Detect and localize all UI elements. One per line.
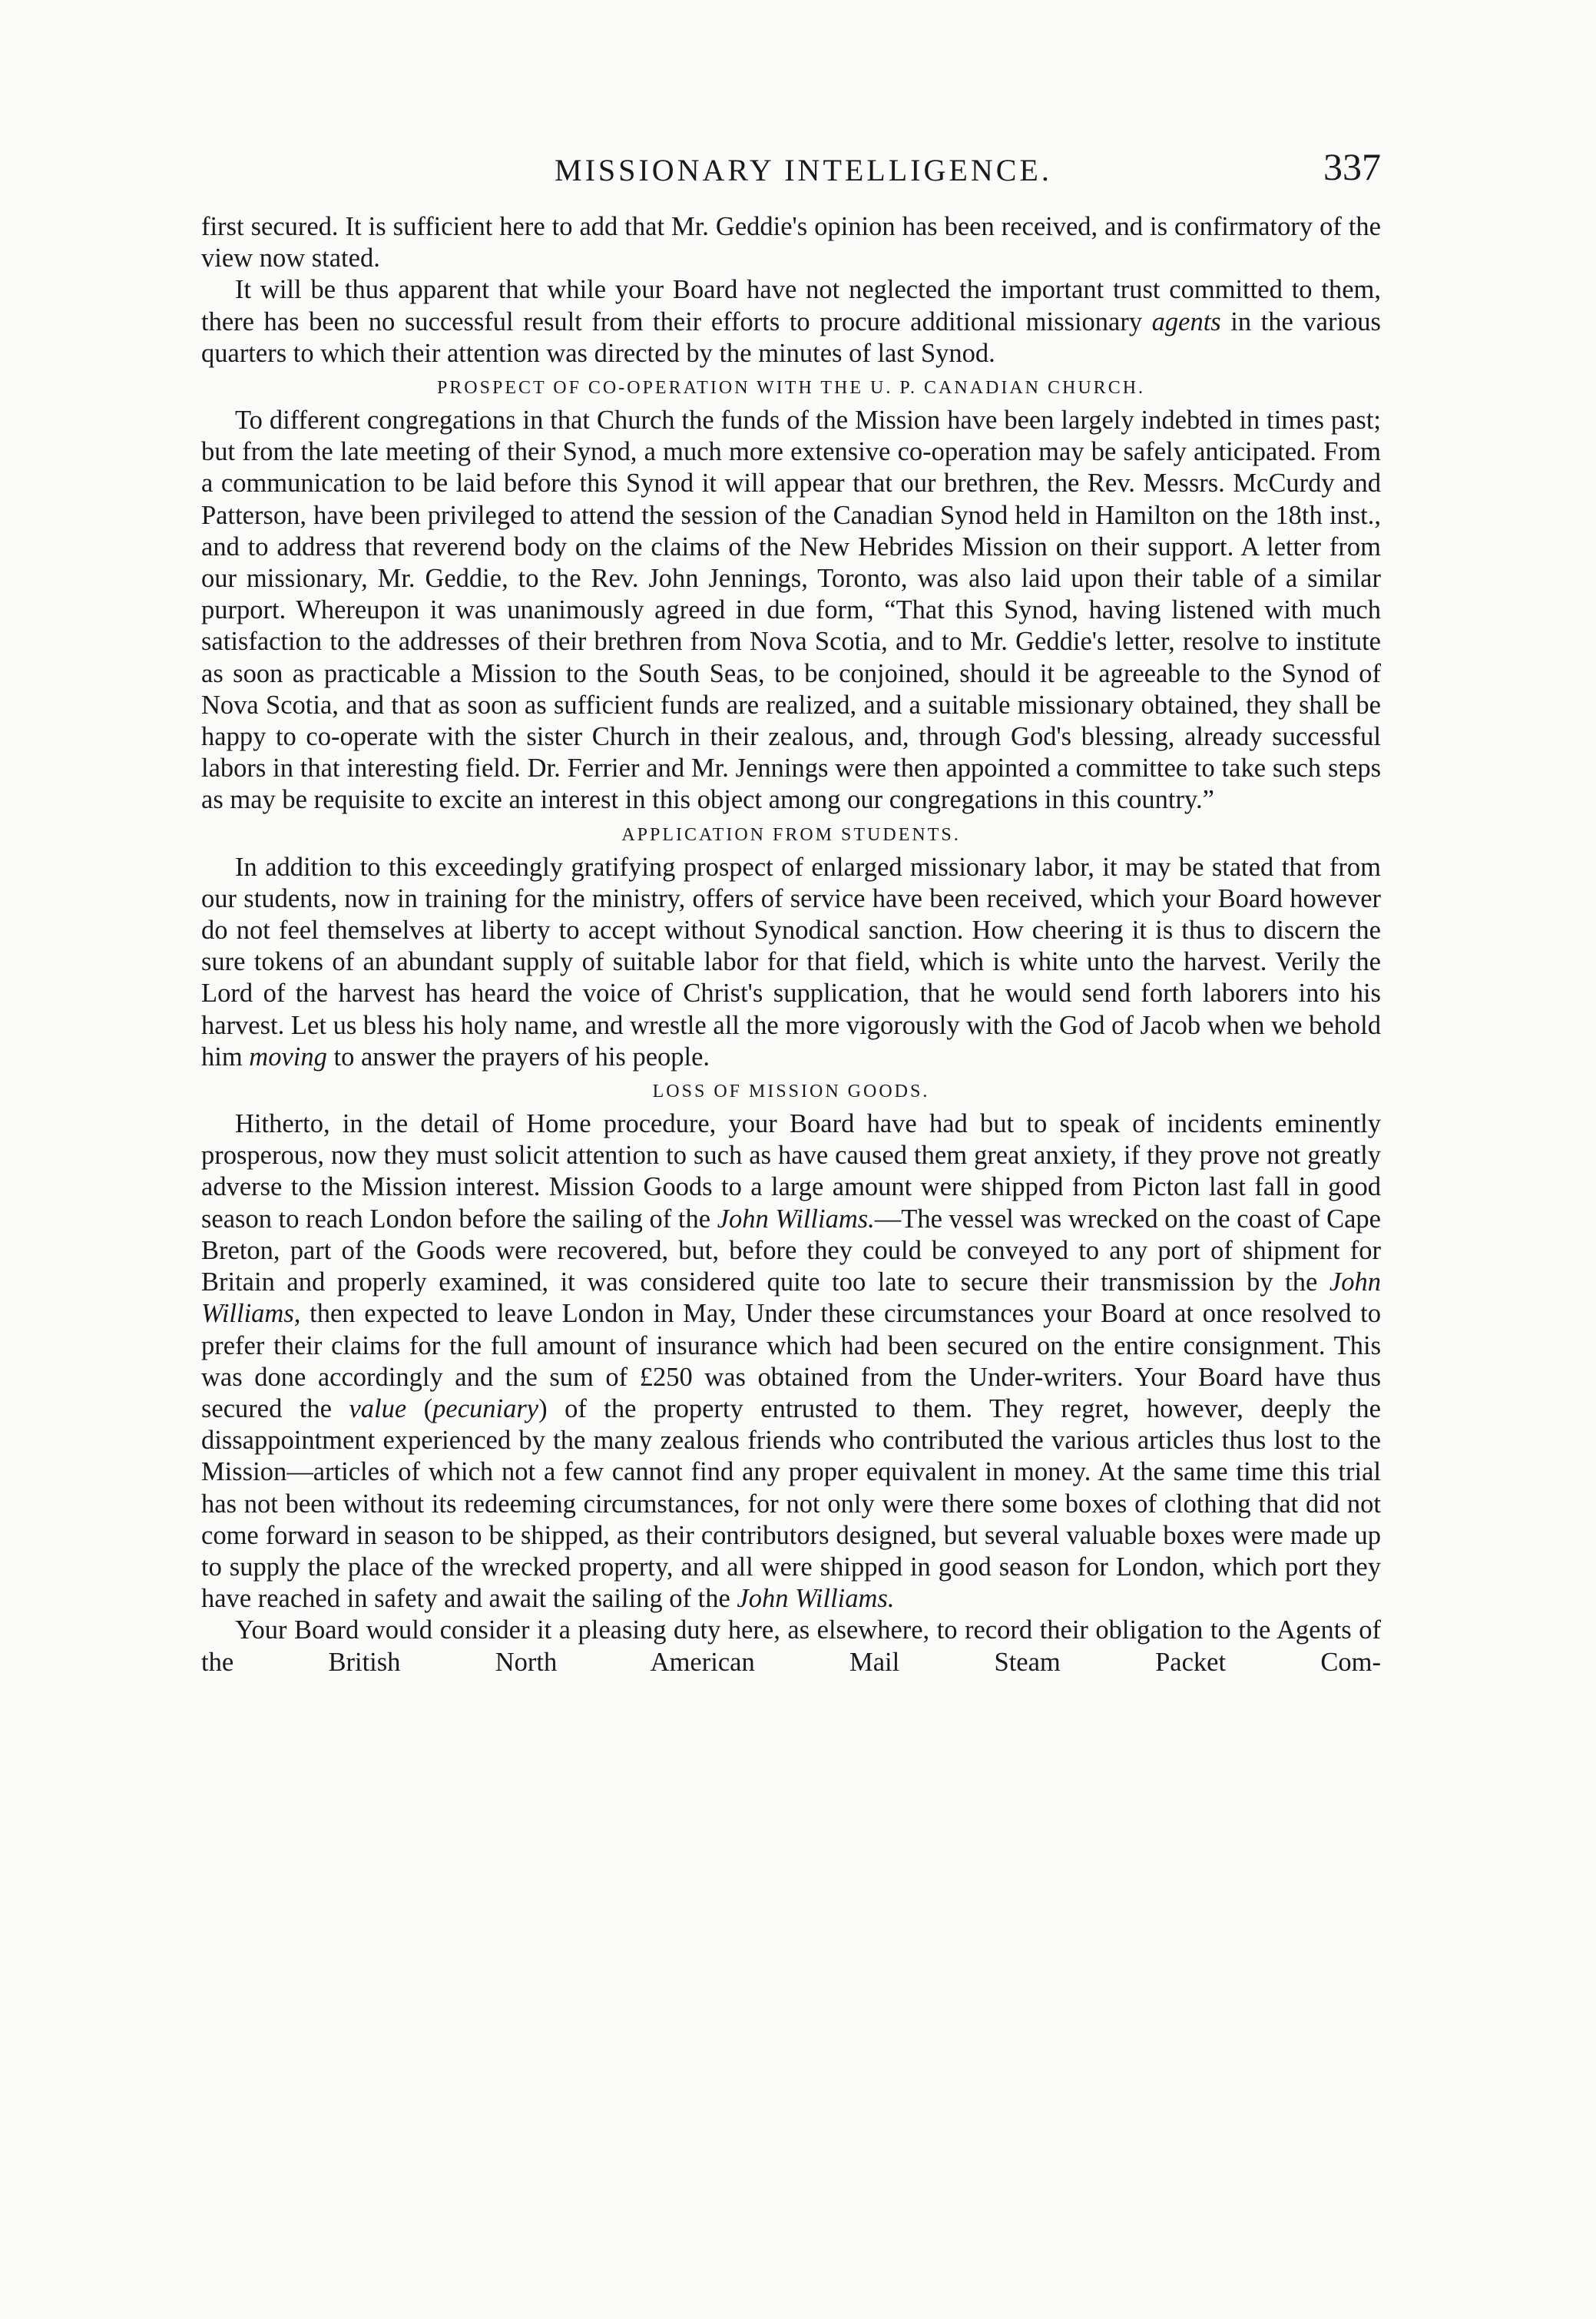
paragraph-text: Hitherto, in the detail of Home procedure, your Board have had but to speak of incidents eminently prosperous, now they must solicit attention to such as have caused them great anxiety, if they prove not greatly adverse to the Mission interest. Mission Goods to a large amount were shipped from Picton last fall in good season to reach London before the sailing of the — [201, 1109, 1381, 1234]
paragraph-text: It will be thus apparent that while your Board have not neglected the important trust committed to them, there has been no successful result from their efforts to procure additional missionary — [201, 275, 1381, 336]
emphasis-text: moving — [249, 1042, 327, 1072]
paragraph — [201, 1108, 1381, 1615]
emphasis-text: pecuniary — [432, 1393, 539, 1423]
article-body — [201, 211, 1381, 1678]
paragraph-text: —The vessel was wrecked on the coast of Cape Breton, part of the Goods were recovered, but, before they could be conveyed to any port of shipment for Britain and properly examined, it was considered quite too late to secure their transmission by the — [201, 1204, 1381, 1297]
emphasis-text: John Williams, — [201, 1267, 1381, 1329]
emphasis-text: John Williams. — [737, 1584, 895, 1614]
paragraph-text: To different congregations in that Church the funds of the Mission have been largely indebted in times past; but from the late meeting of their Synod, a much more extensive co-operation may be safely anticipated. From a communication to be laid before this Synod it will appear that our brethren, the Rev. Messrs. McCurdy and Patterson, have been privileged to attend the session of the Canadian Synod held in Hamilton on the 18th inst., and to address that reverend body on the claims of the New Hebrides Mission on their support. A letter from our missionary, Mr. Geddie, to the Rev. John Jennings, Toronto, was also laid upon their table of a similar purport. Whereupon it was unanimously agreed in due form, “That this Synod, having listened with much satisfaction to the addresses of their brethren from Nova Scotia, and to Mr. Geddie's letter, resolve to institute as soon as practicable a Mission to the South Seas, to be conjoined, should it be agreeable to the Synod of Nova Scotia, and that as soon as sufficient funds are realized, and a suitable missionary obtained, they shall be happy to co-operate with the sister Church in their zealous, and, through God's blessing, already successful labors in that interesting field. Dr. Ferrier and Mr. Jennings were then appointed a committee to take such steps as may be requisite to excite an interest in this object among our congregations in this country.” — [201, 406, 1381, 815]
paragraph — [201, 274, 1381, 369]
paragraph-text: In addition to this exceedingly gratifying prospect of enlarged missionary labor, it may be stated that from our students, now in training for the ministry, offers of service have been received, which your Board however do not feel themselves at liberty to accept without Synodical sanction. How cheering it is thus to discern the sure tokens of an abundant supply of suitable labor for that field, which is white unto the harvest. Verily the Lord of the harvest has heard the voice of Christ's supplication, that he would send forth laborers into his harvest. Let us bless his holy name, and wrestle all the more vigorously with the God of Jacob when we behold him — [201, 852, 1381, 1072]
paragraph-text: ) of the property entrusted to them. They regret, however, deeply the dissappointment experienced by the many zealous friends who contributed the various articles thus lost to the Mission—articles of which not a few cannot find any proper equivalent in money. At the same time this trial has not been without its redeeming circumstances, for not only were there some boxes of clothing that did not come forward in season to be shipped, as their contributors designed, but several valuable boxes were made up to supply the place of the wrecked property, and all were shipped in good season for London, which port they have reached in safety and await the sailing of the — [201, 1393, 1381, 1614]
emphasis-text: value — [349, 1393, 407, 1423]
paragraph — [201, 211, 1381, 274]
running-title: MISSIONARY INTELLIGENCE. — [555, 153, 1052, 187]
paragraph — [201, 405, 1381, 817]
section-heading: PROSPECT OF CO-OPERATION WITH THE U. P. CANADIAN CHURCH. — [436, 378, 1146, 399]
section-heading: LOSS OF MISSION GOODS. — [652, 1082, 930, 1102]
paragraph — [201, 852, 1381, 1073]
paragraph-text: first secured. It is sufficient here to add that Mr. Geddie's opinion has been received, and is confirmatory of the view now stated. — [201, 212, 1381, 273]
paragraph-text: in the various quarters to which their attention was directed by the minutes of last Synod. — [201, 306, 1381, 368]
paragraph-text: to answer the prayers of his people. — [326, 1042, 710, 1072]
paragraph-text: ( — [406, 1393, 433, 1423]
emphasis-text: agents — [1151, 306, 1221, 336]
paragraph — [201, 1615, 1381, 1678]
section-heading: APPLICATION FROM STUDENTS. — [621, 824, 961, 845]
page-number: 337 — [1323, 145, 1381, 188]
page-header — [201, 146, 1381, 200]
paragraph-text: Your Board would consider it a pleasing duty here, as elsewhere, to record their obligation to the Agents of the British North American Mail Steam Packet Com- — [201, 1615, 1381, 1677]
paragraph-text: then expected to leave London in May, Under these circumstances your Board at once resolved to prefer their claims for the full amount of insurance which had been secured on the entire consignment. This was done accordingly and the sum of £250 was obtained from the Under-writers. Your Board have thus secured the — [201, 1299, 1381, 1423]
emphasis-text: John Williams. — [717, 1204, 875, 1234]
